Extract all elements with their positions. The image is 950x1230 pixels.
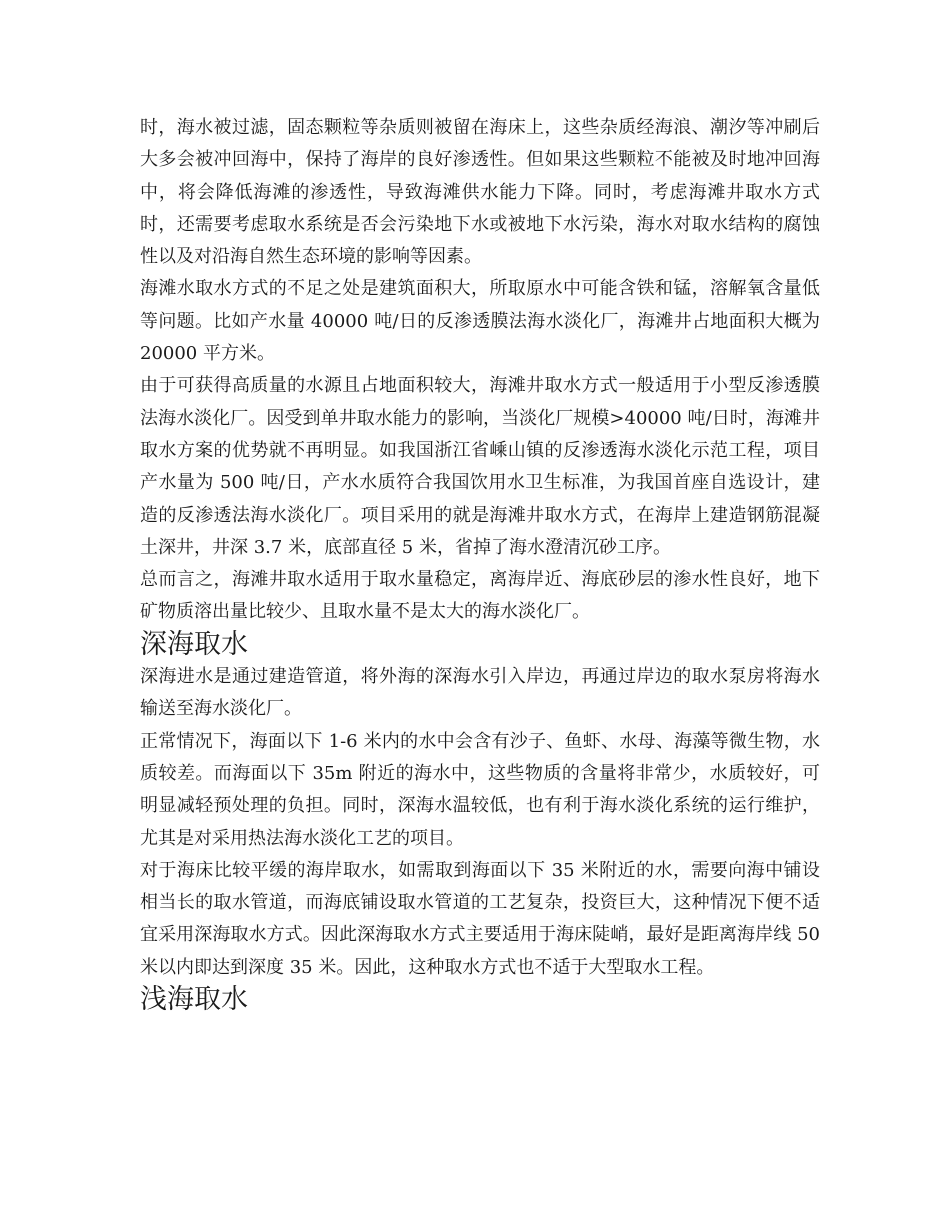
paragraph-deep-sea-suitability: 对于海床比较平缓的海岸取水，如需取到海面以下 35 米附近的水，需要向海中铺设相当长的取水管道，而海底铺设取水管道的工艺复杂，投资巨大，这种情况下便不适宜采用深海取水方式。因此深海取水方式主要适用于海床陡峭，最好是距离海岸线 50 米以内即达到深度 35 米。因此，这种取水方式也不适于大型取水工程。: [140, 859, 820, 978]
paragraph-beach-drawbacks: 海滩水取水方式的不足之处是建筑面积大，所取原水中可能含铁和锰，溶解氧含量低等问题。比如产水量 40000 吨/日的反渗透膜法海水淡化厂，海滩井占地面积大概为 20000 平方米。: [140, 278, 820, 365]
section-heading-shallow-sea: 浅海取水: [140, 984, 248, 1016]
paragraph-beach-applicability: 由于可获得高质量的水源且占地面积较大，海滩井取水方式一般适用于小型反渗透膜法海水淡化厂。因受到单井取水能力的影响，当淡化厂规模>40000 吨/日时，海滩井取水方案的优势就不再明显。如我国浙江省嵊山镇的反渗透海水淡化示范工程，项目产水量为 500 吨/日，产水水质符合我国饮用水卫生标准，为我国首座自选设计，建造的反渗透法海水淡化厂。项目采用的就是海滩井取水方式，在海岸上建造钢筋混凝土深井，井深 3.7 米，底部直径 5 米，省掉了海水澄清沉砂工序。: [140, 375, 820, 558]
paragraph-deep-sea-quality: 正常情况下，海面以下 1-6 米内的水中会含有沙子、鱼虾、水母、海藻等微生物，水质较差。而海面以下 35m 附近的海水中，这些物质的含量将非常少，水质较好，可明显减轻预处理的负担。同时，深海水温较低，也有利于海水淡化系统的运行维护，尤其是对采用热法海水淡化工艺的项目。: [140, 730, 820, 849]
paragraph-deep-sea-intro: 深海进水是通过建造管道，将外海的深海水引入岸边，再通过岸边的取水泵房将海水输送至海水淡化厂。: [140, 666, 820, 720]
paragraph-beach-summary: 总而言之，海滩井取水适用于取水量稳定，离海岸近、海底砂层的渗水性良好，地下矿物质溶出量比较少、且取水量不是太大的海水淡化厂。: [140, 569, 820, 623]
document-body: [140, 112, 820, 1016]
section-heading-deep-sea: 深海取水: [140, 628, 248, 660]
paragraph-beach-filtration: 时，海水被过滤，固态颗粒等杂质则被留在海床上，这些杂质经海浪、潮汐等冲刷后大多会被冲回海中，保持了海岸的良好渗透性。但如果这些颗粒不能被及时地冲回海中，将会降低海滩的渗透性，导致海滩供水能力下降。同时，考虑海滩井取水方式时，还需要考虑取水系统是否会污染地下水或被地下水污染，海水对取水结构的腐蚀性以及对沿海自然生态环境的影响等因素。: [140, 117, 820, 268]
